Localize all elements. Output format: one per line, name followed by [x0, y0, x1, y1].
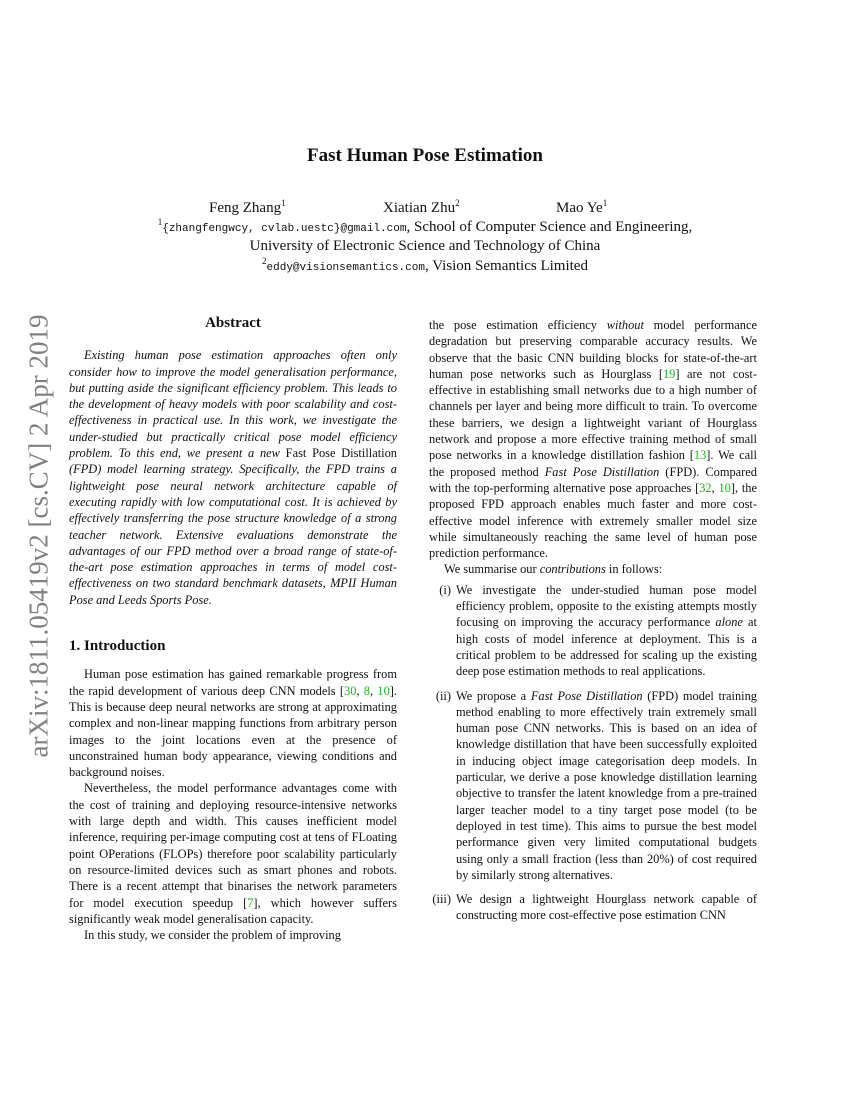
- contribution-item: (iii) We design a lightweight Hourglass network capable of constructing more cost-effective pose estimation CNN: [429, 891, 757, 924]
- arxiv-sidebar-stamp: [21, 300, 56, 772]
- citation-link[interactable]: 30: [344, 683, 357, 698]
- introduction-heading: 1. Introduction: [69, 638, 166, 655]
- item-label: (iii): [432, 892, 451, 907]
- intro-paragraph-2: Nevertheless, the model performance advantages come with the cost of training and deploying resource-intensive networks with large depth and width. This causes inefficient model inference, requiring per-image computing cost at tens of FLoating point OPerations (FLOPs) therefore poor scalability particularly on resource-limited devices such as smart phones and robots. There is a recent attempt that binarises the network parameters for model execution speedup [7], which however suffers significantly weak model generalisation capacity.: [69, 781, 398, 926]
- email-address: eddy@visionsemantics.com: [266, 262, 425, 274]
- intro-paragraph-3: In this study, we consider the problem of improving: [84, 928, 341, 943]
- contribution-item: (i) We investigate the under-studied human pose model efficiency problem, opposite to the existing attempts mostly focusing on improving the accuracy performance alone at high costs of model inference at deployment. This is a critical problem to be addressed for scaling up the existing deep pose estimation methods to real applications.: [429, 582, 757, 680]
- author-feng-zhang: Feng Zhang$^1$: [209, 198, 286, 216]
- intro-paragraph-1: Human pose estimation has gained remarkable progress from the rapid development of various deep CNN models [30, 8, 10]. This is because deep neural networks are strong at approximating complex and non-linear mapping functions from arbitrary person images to the joint locations even at the presence of unconstrained human body appearance, viewing conditions and background noises.: [69, 667, 397, 780]
- item-label: (ii): [435, 688, 451, 703]
- citation-link[interactable]: 10: [718, 480, 731, 495]
- citation-link[interactable]: 8: [363, 683, 370, 698]
- abstract-text: Existing human pose estimation approaches often only consider how to improve the model generalisation performance, but putting aside the significant efficiency problem. This leads to the development of heavy models with poor scalability and cost-effectiveness in practical use. In this work, we investigate the under-studied but practically critical pose model efficiency problem. To this end, we present a new Fast Pose Distillation (FPD) model learning strategy. Specifically, the FPD trains a lightweight pose neural network architecture capable of executing rapidly with low computational cost. It is achieved by effectively transferring the pose structure knowledge of a strong teacher network. Extensive evaluations demonstrate the advantages of our FPD method over a broad range of state-of-the-art pose estimation approaches in terms of model cost-effectiveness on two standard benchmark datasets, MPII Human Pose and Leeds Sports Pose.: [69, 348, 397, 607]
- author-affiliation-mark: 1: [281, 198, 286, 208]
- left-column: [69, 315, 397, 943]
- intro-continued-paragraph: the pose estimation efficiency without model performance degradation but preserving comparable accuracy results. We observe that the basic CNN building blocks for state-of-the-art human pose networks such as Hourglass [19] are not cost-effective in establishing small networks due to a high number of channels per layer and being more difficult to train. To overcome these barriers, we design a lightweight variant of Hourglass network and propose a more effective training method of small pose networks in a knowledge distillation fashion [13]. We call the proposed method Fast Pose Distillation (FPD). Compared with the top-performing alternative pose approaches [32, 10], the proposed FPD approach enables much faster and more cost-effective model inference with extremely smaller model size while simultaneously reaching the same level of human pose prediction performance.: [429, 318, 758, 561]
- affiliation-line-3: $^2$eddy@visionsemantics.com, Vision Semantics Limited: [262, 256, 588, 274]
- author-affiliation-mark: 1: [602, 198, 608, 208]
- citation-link[interactable]: 10: [377, 683, 390, 698]
- citation-link[interactable]: 32: [699, 480, 712, 495]
- right-column: [429, 317, 757, 932]
- author-mao-ye: Mao Ye$^1$: [556, 198, 608, 216]
- citation-link[interactable]: 13: [693, 448, 707, 463]
- affiliation-line-2: University of Electronic Science and Technology of China: [249, 238, 601, 254]
- contributions-list: [429, 582, 757, 924]
- author-xiatian-zhu: Xiatian Zhu$^2$: [383, 198, 460, 216]
- contributions-intro: We summarise our contributions in follows:: [444, 562, 663, 577]
- affiliation-line-1: $^1${zhangfengwcy, cvlab.uestc}@gmail.com, School of Computer Science and Engineering,: [157, 217, 693, 235]
- contribution-item: (ii) We propose a Fast Pose Distillation (FPD) model training method enabling to more effectively train extremely small human pose CNN networks. This is based on an idea of knowledge distillation that have been successfully exploited in inducing object image categorisation deep models. In particular, we derive a pose knowledge distillation learning objective to transfer the latent knowledge from a pre-trained larger teacher model to a tiny target pose model (to be deployed in test time). This aims to pursue the best model performance given very limited computational budgets using only a small fraction (less than 20%) of cost required by similarly strong alternatives.: [429, 688, 757, 884]
- citation-link[interactable]: 7: [247, 895, 254, 910]
- citation-link[interactable]: 19: [662, 366, 676, 381]
- author-affiliation-mark: 2: [455, 198, 460, 208]
- paper-title: Fast Human Pose Estimation: [307, 145, 543, 166]
- email-address: {zhangfengwcy, cvlab.uestc}@gmail.com: [162, 223, 407, 235]
- item-label: (i): [439, 582, 451, 597]
- abstract-heading: Abstract: [205, 315, 261, 331]
- arxiv-identifier: arXiv:1811.05419v2 [cs.CV] 2 Apr 2019: [23, 314, 53, 758]
